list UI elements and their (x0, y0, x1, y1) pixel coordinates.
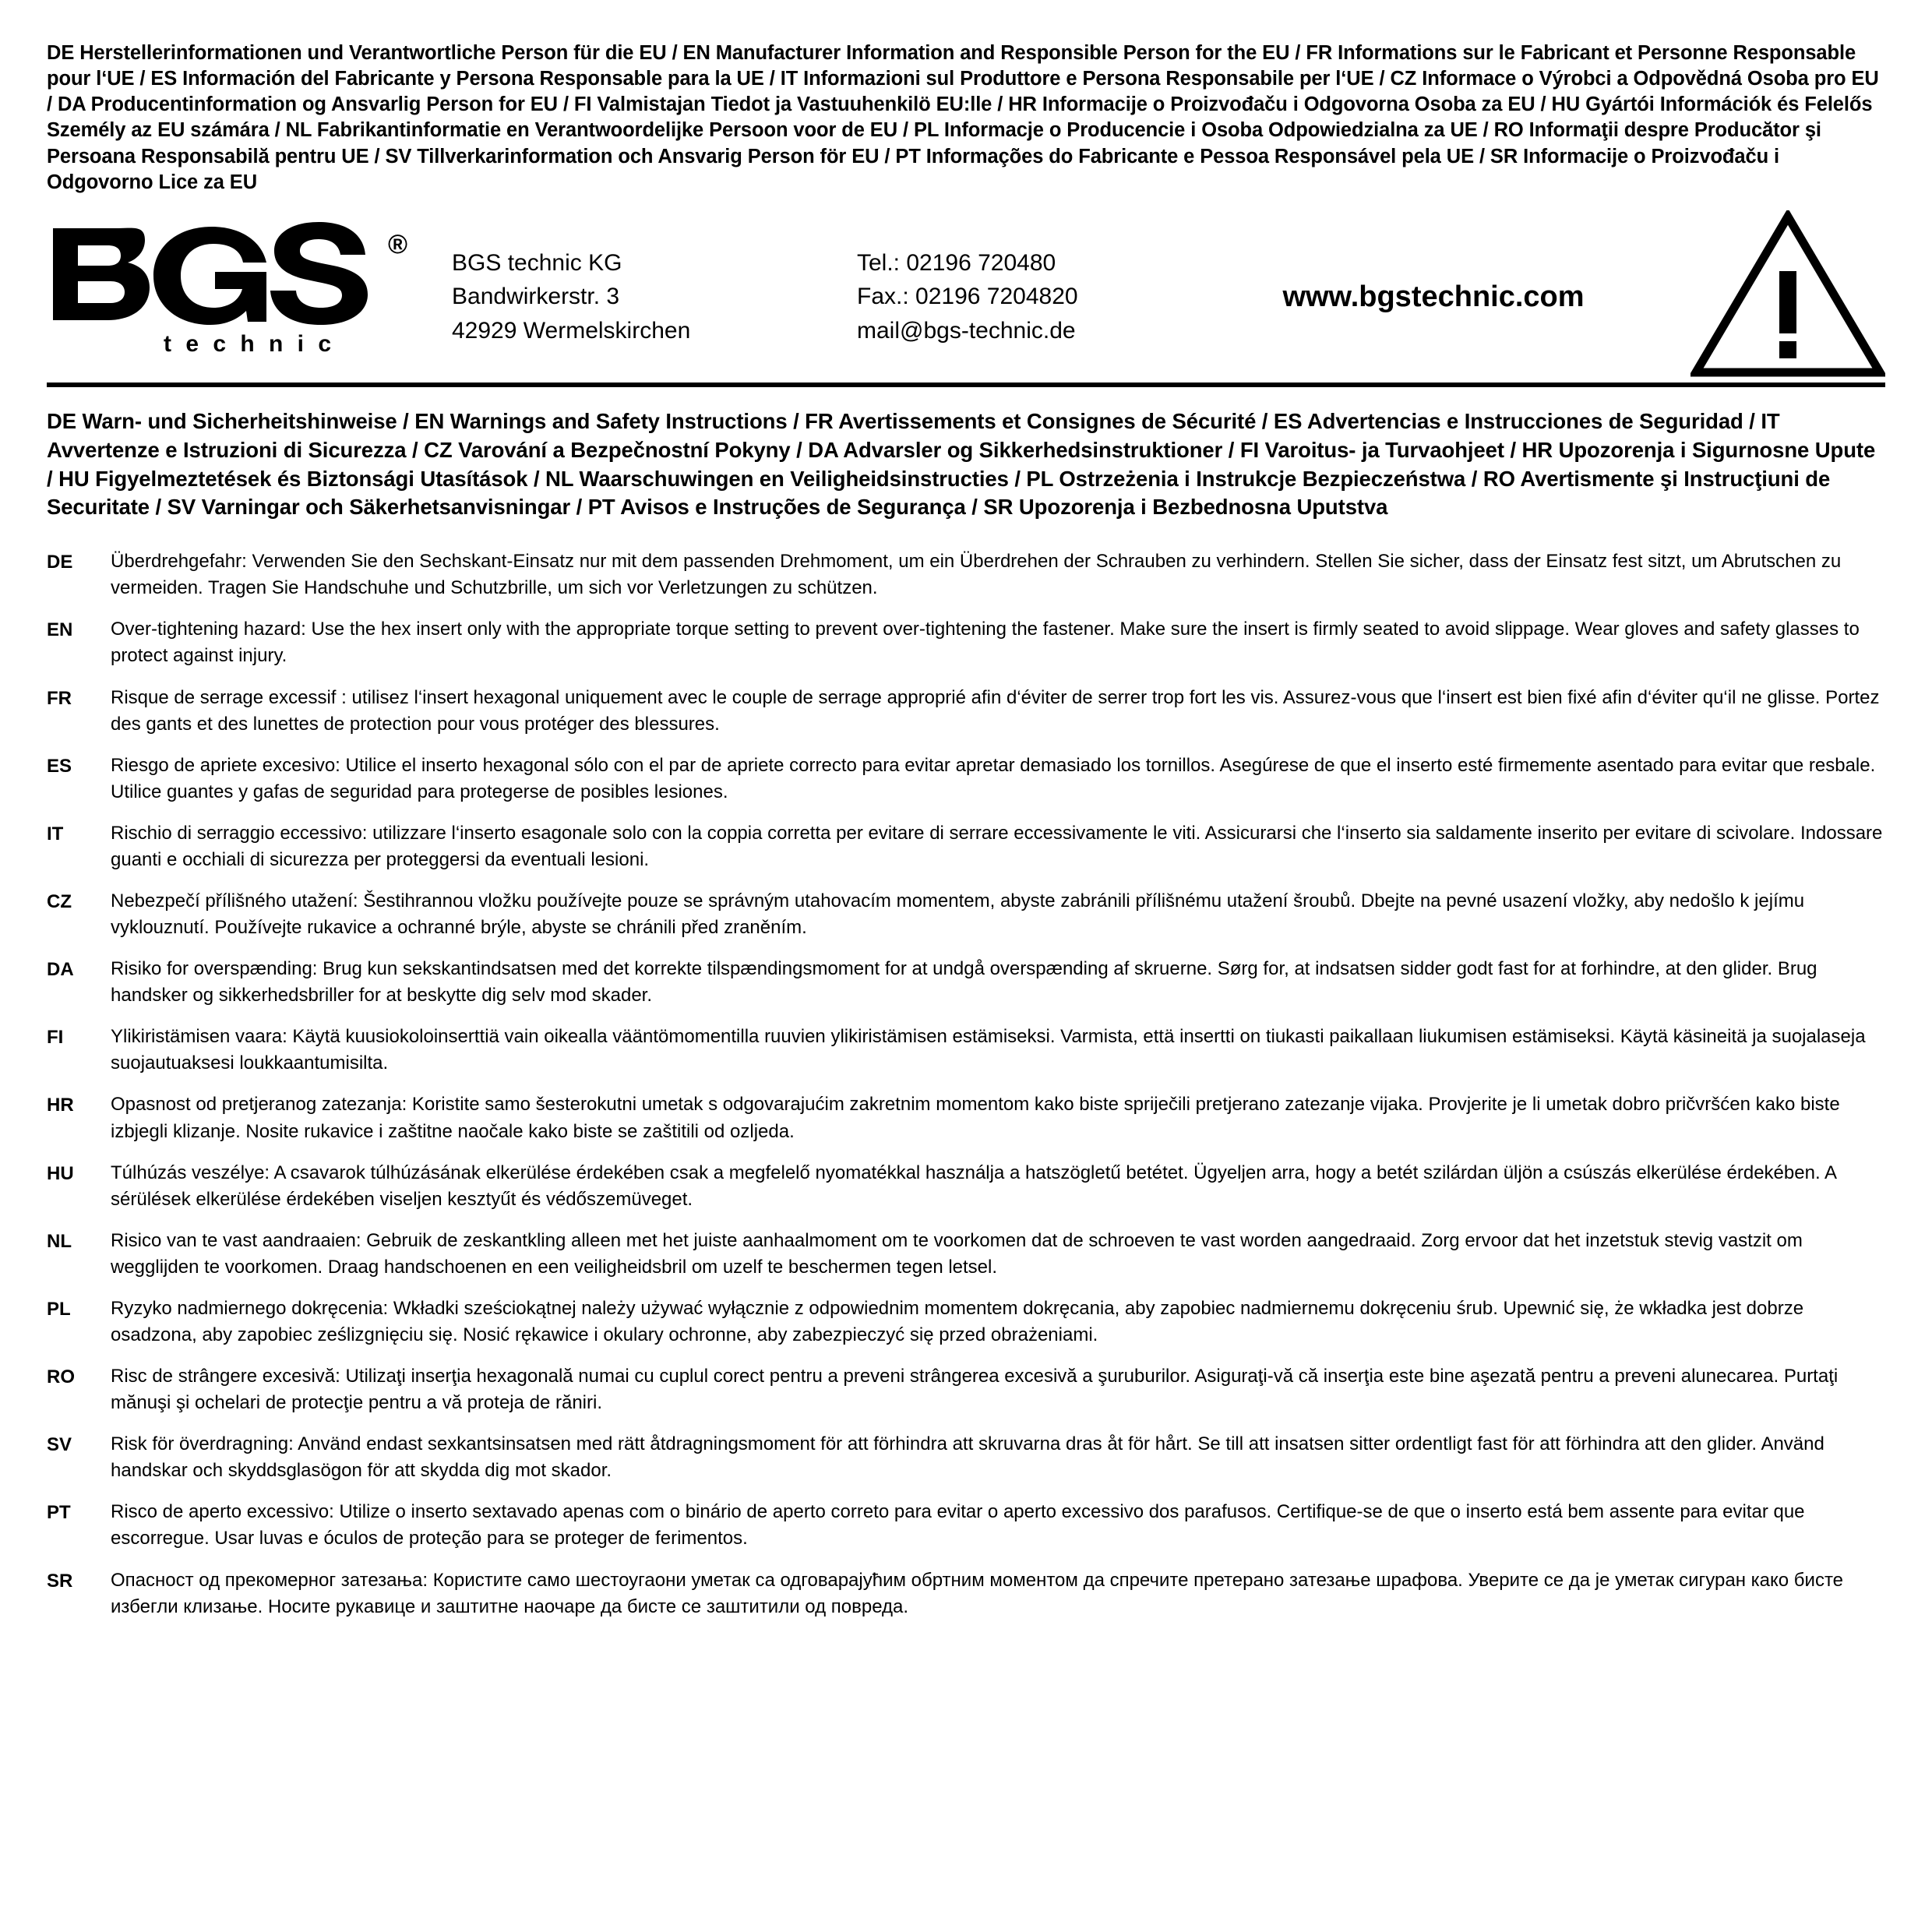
language-code: SV (47, 1434, 72, 1456)
warning-text: Opasnost od pretjeranog zatezanja: Koristite samo šesterokutni umetak s odgovarajućim zakretnim momentom kako biste spriječili pretjerano zatezanje vijaka. Provjerite je li umetak dobro pričvršćen kako biste izbjegli klizanje. Nosite rukavice i zaštitne naočale kako biste se zaštitili od ozljeda. (111, 1094, 1840, 1142)
warning-text: Ryzyko nadmiernego dokręcenia: Wkładki sześciokątnej należy używać wyłącznie z odpowiednim momentem dokręcania, aby zapobiec nadmiernemu dokręceniu śrub. Upewnić się, że wkładka jest dobrze osadzona, aby zapobiec ześlizgnięciu się. Nosić rękawice i okulary ochronne, aby zabezpieczyć się przed obrażeniami. (111, 1297, 1804, 1346)
language-code: RO (47, 1366, 75, 1388)
list-item (47, 1091, 1884, 1144)
warning-text: Risk för överdragning: Använd endast sexkantsinsatsen med rätt åtdragningsmoment för att förhindra att skruvarna dras åt för hårt. Se till att insatsen sitter ordentligt fast för att förhindra att den glider. Använd handskar och skyddsglasögon för att skydda dig mot skador. (111, 1433, 1824, 1482)
company-masthead (44, 213, 1888, 376)
list-item (47, 956, 1884, 1009)
list-item (47, 820, 1884, 873)
warning-text: Ylikiristämisen vaara: Käytä kuusiokoloinserttiä vain oikealla vääntömomentilla ruuvien ylikiristämisen estämiseksi. Varmista, että insertti on tiukasti paikallaan liukumisen estämiseksi. Käytä käsineitä ja suojalaseja suojautuaksesi loukkaantumisilta. (111, 1026, 1866, 1074)
list-item (47, 1431, 1884, 1484)
masthead-divider (47, 383, 1885, 387)
language-code: NL (47, 1230, 72, 1252)
warnings-list (44, 548, 1888, 1620)
list-item (47, 1567, 1884, 1620)
language-code: DE (47, 552, 73, 573)
language-code: DA (47, 959, 74, 981)
list-item (47, 1228, 1884, 1281)
warning-text: Over-tightening hazard: Use the hex insert only with the appropriate torque setting to prevent over-tightening the fastener. Make sure the insert is firmly seated to avoid slippage. Wear gloves and safety glasses to protect against injury. (111, 619, 1860, 667)
language-code: ES (47, 755, 72, 777)
list-item (47, 548, 1884, 601)
svg-text:t e c h n i c: t e c h n i c (164, 330, 336, 357)
company-city: 42929 Wermelskirchen (452, 317, 691, 344)
language-code: IT (47, 823, 64, 844)
warning-text: Опасност од прекомерног затезања: Користите само шестоугаони уметак са одговарајућим обртним моментом да спречите претерано затезање шрафова. Уверите се да је уметак сигуран како бисте избегли клизање. Носите рукавице и заштитне наочаре да бисте се заштитили од повреда. (111, 1569, 1844, 1617)
list-item (47, 1363, 1884, 1416)
manufacturer-information-heading: DE Herstellerinformationen und Verantwortliche Person für die EU / EN Manufacturer Information and Responsible Person for the EU / FR Informations sur le Fabricant et Personne Responsable pour l‘UE / ES Información del Fabricante y Persona Responsable para la UE / IT Informazioni sul Produttore e Persona Responsabile per l‘UE / CZ Informace o Výrobci a Odpovědná Osoba pro EU / DA Producentinformation og Ansvarlig Person for EU / FI Valmistajan Tiedot ja Vastuuhenkilö EU:lle / HR Informacije o Proizvođaču i Odgovorna Osoba za EU / HU Gyártói Információk és Felelős Személy az EU számára / NL Fabrikantinformatie en Verantwoordelijke Persoon voor de EU / PL Informacje o Producencie i Osoba Odpowiedzialna za UE / RO Informaţii despre Producător şi Persoana Responsabilă pentru UE / SV Tillverkarinformation och Ansvarig Person för EU / PT Informações do Fabricante e Pessoa Responsável pela UE / SR Informacije o Proizvođaču i Odgovorno Lice za EU (47, 42, 1879, 193)
list-item (47, 616, 1884, 669)
svg-text:®: ® (388, 229, 408, 259)
warning-triangle-icon (1690, 210, 1885, 378)
company-name: BGS technic KG (452, 249, 622, 276)
warning-text: Riesgo de apriete excesivo: Utilice el inserto hexagonal sólo con el par de apriete correcto para evitar apretar demasiado los tornillos. Asegúrese de que el inserto esté firmemente asentado para evitar que resbale. Utilice guantes y gafas de seguridad para protegerse de posibles lesiones. (111, 754, 1876, 802)
language-code: HR (47, 1095, 74, 1116)
warning-text: Risc de strângere excesivă: Utilizaţi inserţia hexagonală numai cu cuplul corect pentru a preveni strângerea excesivă a şuruburilor. Asiguraţi-vă că inserţia este bine aşezată pentru a preveni alunecarea. Purtaţi mănuşi şi ochelari de protecţie pentru a vă proteja de răniri. (111, 1366, 1839, 1414)
warning-text: Rischio di serraggio eccessivo: utilizzare l‘inserto esagonale solo con la coppia corretta per evitare di serrare eccessivamente le viti. Assicurarsi che l‘inserto sia saldamente inserito per evitare di scivolare. Indossare guanti e occhiali di sicurezza per proteggersi da eventuali lesioni. (111, 822, 1883, 870)
list-item (47, 685, 1884, 738)
warning-triangle (1652, 210, 1885, 378)
company-website: www.bgstechnic.com (1282, 280, 1585, 314)
list-item (47, 1499, 1884, 1552)
company-address (452, 242, 857, 348)
bgs-logo (47, 220, 452, 368)
warning-text: Nebezpečí přílišného utažení: Šestihrannou vložku používejte pouze se správným utahovacím momentem, abyste zabránili přílišnému utažení šroubů. Dbejte na pevné usazení vložky, aby nedošlo k jejímu vyklouznutí. Používejte rukavice a ochranné brýle, abyste se chránili před zraněním. (111, 890, 1805, 939)
warning-text: Überdrehgefahr: Verwenden Sie den Sechskant-Einsatz nur mit dem passenden Drehmoment, um ein Überdrehen der Schrauben zu verhindern. Stellen Sie sicher, dass der Einsatz fest sitzt, um Abrutschen zu vermeiden. Tragen Sie Handschuhe und Schutzbrille, um sich vor Verletzungen zu schützen. (111, 551, 1842, 599)
bgs-logo-icon (47, 220, 413, 361)
company-street: Bandwirkerstr. 3 (452, 284, 620, 310)
language-code: PL (47, 1298, 71, 1320)
language-code: SR (47, 1570, 73, 1592)
company-email: mail@bgs-technic.de (857, 317, 1076, 344)
language-code: FR (47, 687, 72, 709)
company-tel: Tel.: 02196 720480 (857, 249, 1056, 276)
company-contact (857, 242, 1215, 348)
warning-text: Risiko for overspænding: Brug kun sekskantindsatsen med det korrekte tilspændingsmoment for at undgå overspænding af skruerne. Sørg for, at indsatsen sidder godt fast for at forhindre, at den glider. Brug handsker og sikkerhedsbriller for at beskytte dig selv mod skader. (111, 958, 1817, 1007)
language-code: PT (47, 1502, 71, 1524)
safety-instructions-heading: DE Warn- und Sicherheitshinweise / EN Warnings and Safety Instructions / FR Avertissements et Consignes de Sécurité / ES Advertencias e Instrucciones de Seguridad / IT Avvertenze e Istruzioni di Sicurezza / CZ Varování a Bezpečnostní Pokyny / DA Advarsler og Sikkerhedsinstruktioner / FI Varoitus- ja Turvaohjeet / HR Upozorenja i Sigurnosne Upute / HU Figyelmeztetések és Biztonsági Utasítások / NL Waarschuwingen en Veiligheidsinstructies / PL Ostrzeżenia i Instrukcje Bezpieczeństwa / RO Avertismente şi Instrucţiuni de Securitate / SV Varningar och Säkerhetsanvisningar / PT Avisos e Instruções de Segurança / SR Upozorenja i Bezbednosna Uputstva (47, 408, 1876, 520)
warning-text: Risco de aperto excessivo: Utilize o inserto sextavado apenas com o binário de aperto correto para evitar o aperto excessivo dos parafusos. Certifique-se de que o inserto está bem assente para evitar que escorregue. Usar luvas e óculos de proteção para se proteger de ferimentos. (111, 1501, 1805, 1549)
language-code: HU (47, 1162, 74, 1184)
language-code: EN (47, 619, 73, 641)
language-code: FI (47, 1027, 64, 1049)
list-item (47, 888, 1884, 941)
list-item (47, 1160, 1884, 1213)
warning-text: Risico van te vast aandraaien: Gebruik de zeskantkling alleen met het juiste aanhaalmoment om te voorkomen dat de schroeven te vast worden aangedraaid. Zorg ervoor dat het inzetstuk stevig vastzit om wegglijden te voorkomen. Draag handschoenen en een veiligheidsbril om uzelf te beschermen tegen letsel. (111, 1229, 1803, 1278)
list-item (47, 1296, 1884, 1349)
list-item (47, 753, 1884, 806)
list-item (47, 1024, 1884, 1077)
warning-text: Túlhúzás veszélye: A csavarok túlhúzásának elkerülése érdekében csak a megfelelő nyomatékkal használja a hatszögletű betétet. Ügyeljen arra, hogy a betét szilárdan üljön a csúszás elkerülése érdekében. A sérülések elkerülése érdekében viseljen kesztyűt és védőszemüveget. (111, 1162, 1836, 1210)
language-code: CZ (47, 891, 72, 912)
company-fax: Fax.: 02196 7204820 (857, 284, 1078, 310)
warning-text: Risque de serrage excessif : utilisez l‘insert hexagonal uniquement avec le couple de serrage approprié afin d‘éviter de serrer trop fort les vis. Assurez-vous que l‘insert est bien fixé afin d‘éviter qu‘il ne glisse. Portez des gants et des lunettes de protection pour vous protéger des blessures. (111, 686, 1880, 735)
